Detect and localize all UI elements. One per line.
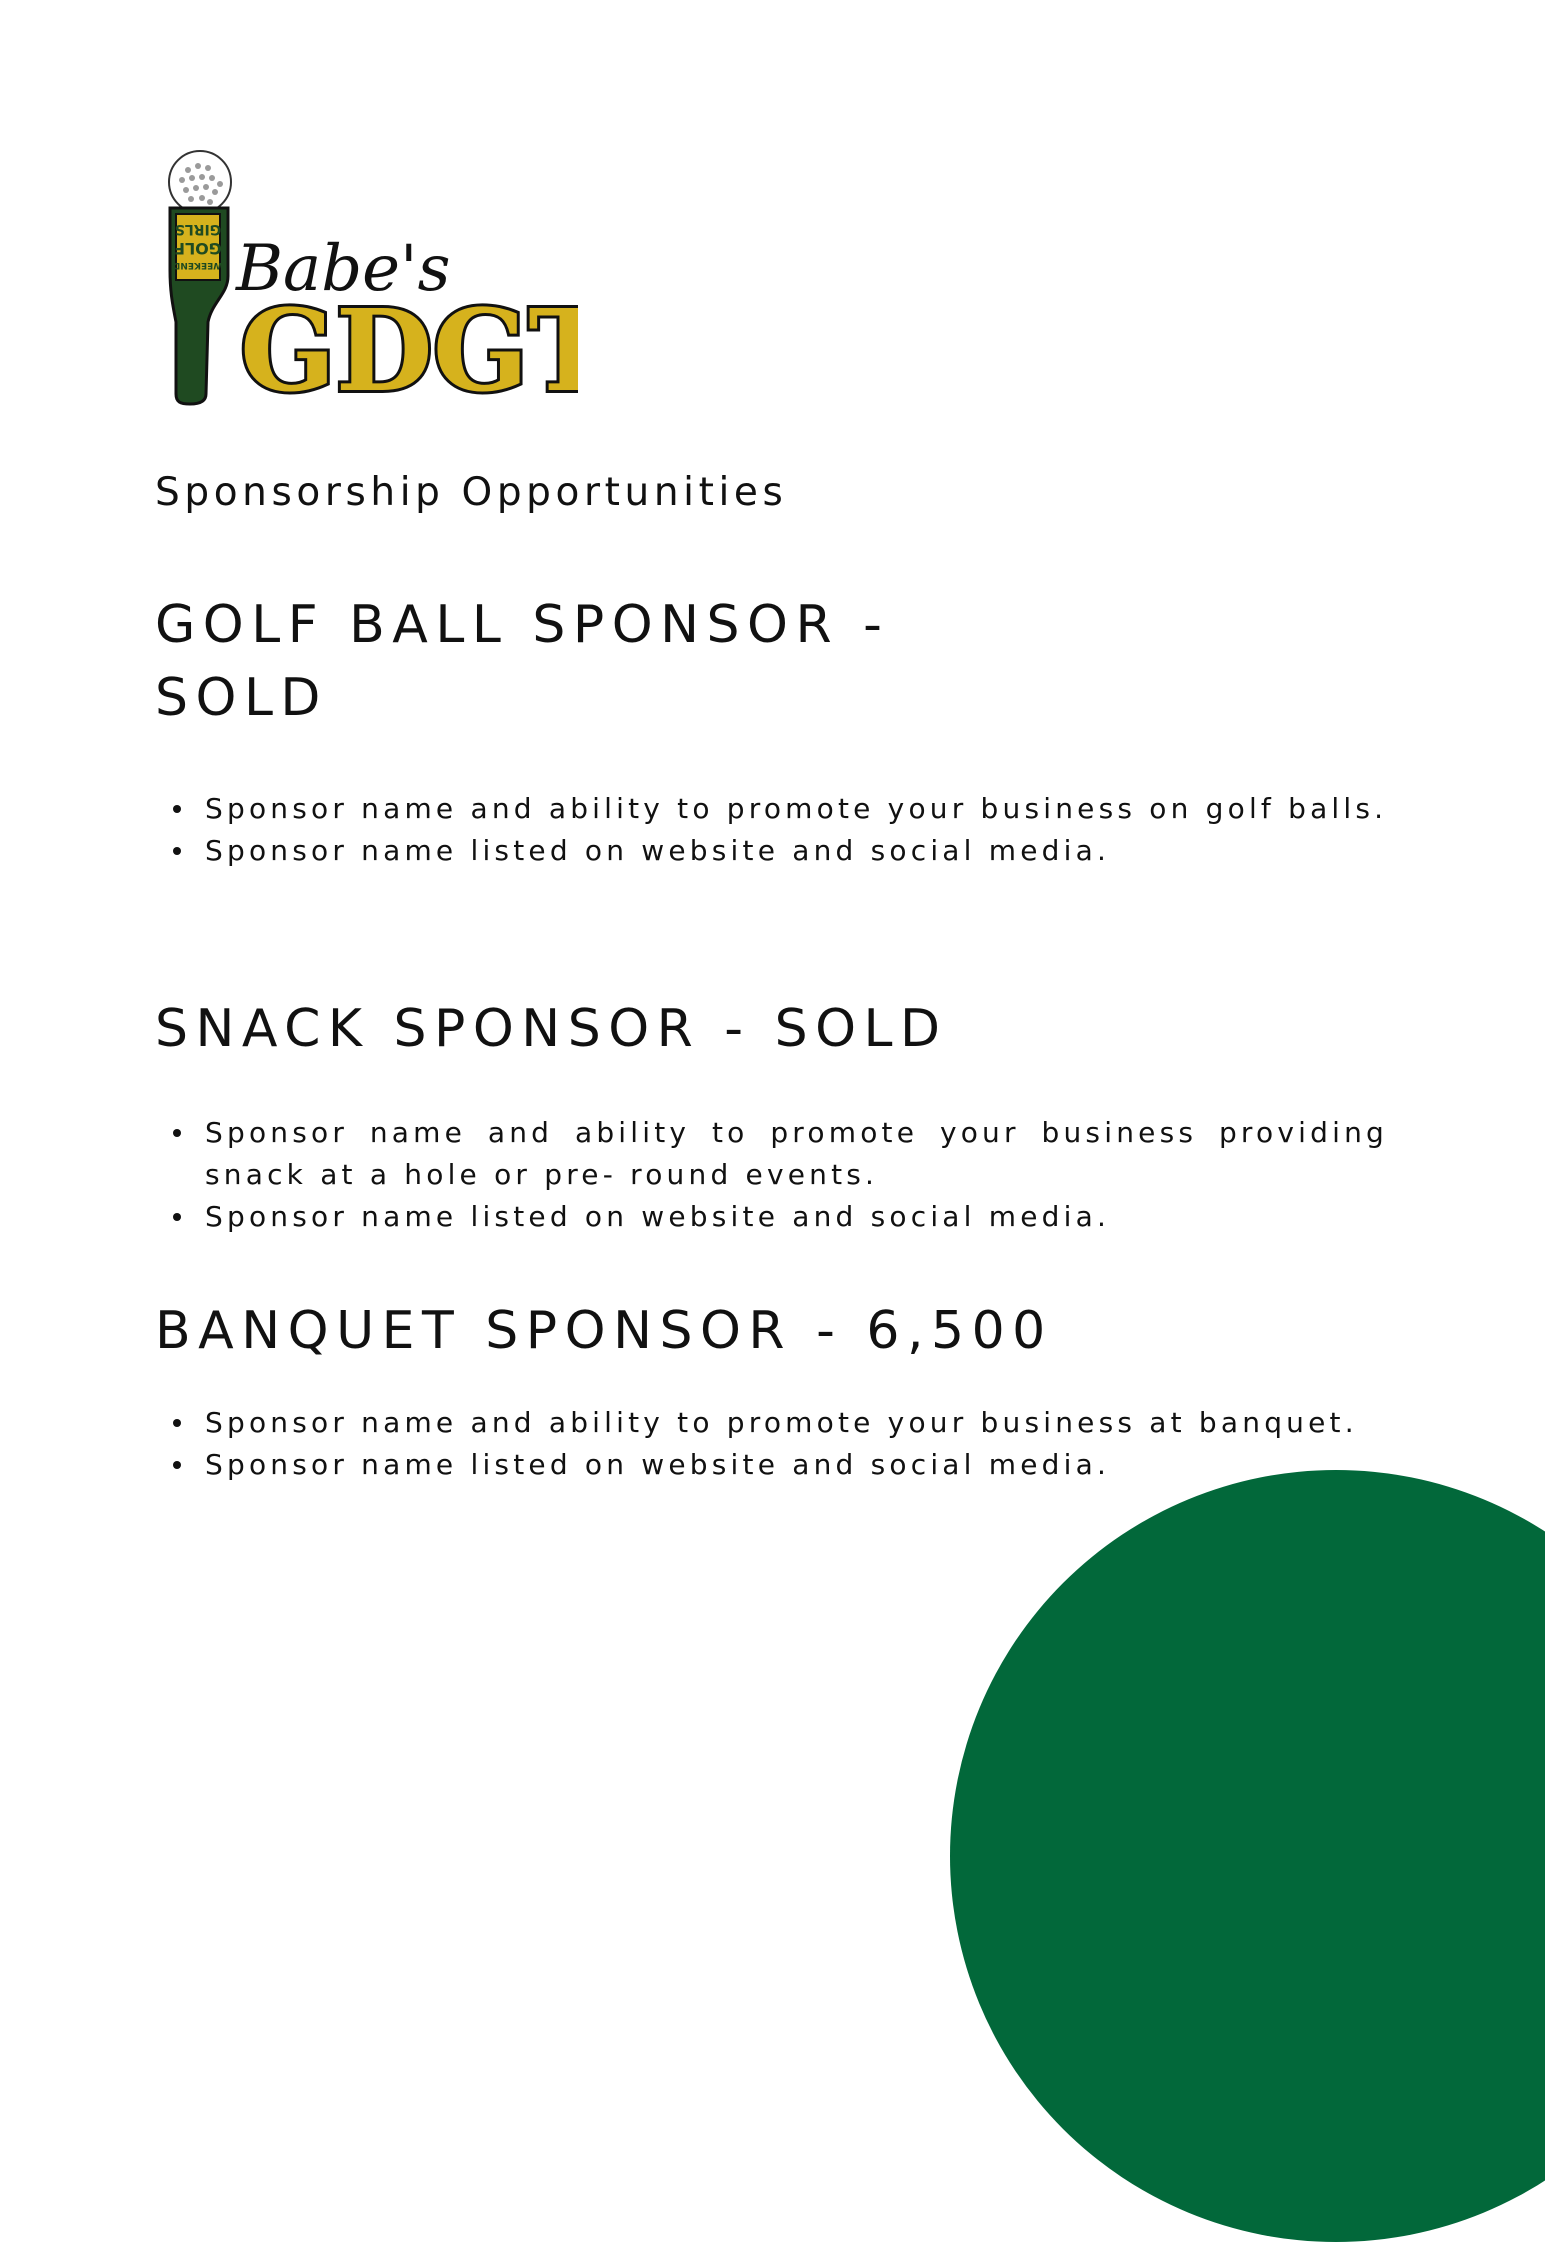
logo-label-line: WEEKEND [172,260,224,270]
list-item: Sponsor name and ability to promote your business on golf balls. [205,788,1388,830]
decorative-green-circle [950,1470,1545,2242]
logo-label-line: GIRLS [174,221,222,237]
list-item: Sponsor name listed on website and social media. [205,1444,1388,1486]
section-heading-golf-ball: GOLF BALL SPONSOR - SOLD [155,595,890,728]
logo-script-text: Babe's [236,232,451,306]
babes-gdgt-logo [158,150,578,410]
list-item: Sponsor name listed on website and social media. [205,830,1388,872]
logo-main-text: GDGT [240,286,578,410]
list-item: Sponsor name listed on website and social media. [205,1196,1388,1238]
section-bullets-golf-ball [205,788,1388,872]
list-item: Sponsor name and ability to promote your business providing snack at a hole or pre- round events. [205,1112,1388,1196]
section-bullets-snack [205,1112,1388,1238]
logo-label-line: GOLF [174,239,222,258]
section-heading-banquet: BANQUET SPONSOR - 6,500 [155,1301,1053,1361]
section-bullets-banquet [205,1402,1388,1486]
page-subtitle: Sponsorship Opportunities [155,470,788,515]
golf-bottle-logo-icon [158,150,578,410]
section-heading-snack: SNACK SPONSOR - SOLD [155,999,948,1059]
list-item: Sponsor name and ability to promote your business at banquet. [205,1402,1388,1444]
